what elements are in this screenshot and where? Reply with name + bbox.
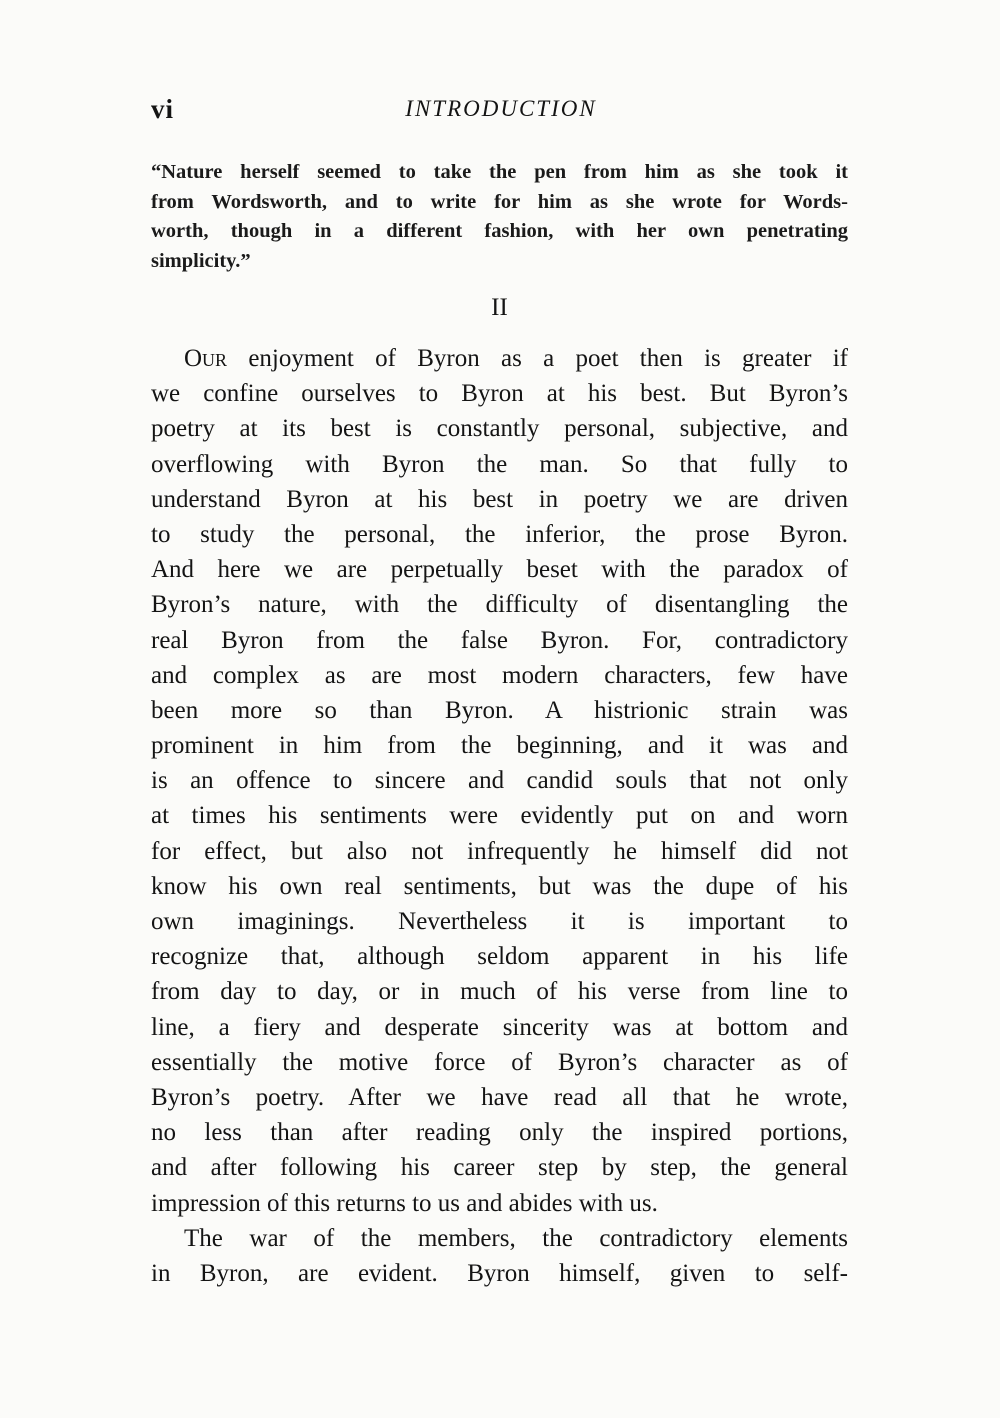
text-line: And here we are perpetually beset with the paradox of xyxy=(151,556,848,584)
running-head xyxy=(151,94,851,134)
text-line: in Byron, are evident. Byron himself, given to self- xyxy=(151,1259,848,1287)
text-line: no less than after reading only the inspired portions, xyxy=(151,1119,848,1147)
text-line: been more so than Byron. A histrionic strain was xyxy=(151,696,848,724)
text-line: at times his sentiments were evidently put on and worn xyxy=(151,802,848,830)
paragraph-first-line: The war of the members, the contradictory elements xyxy=(184,1224,848,1252)
text-line: for effect, but also not infrequently he himself did not xyxy=(151,837,848,865)
section-numeral: II xyxy=(491,294,508,321)
text-line: recognize that, although seldom apparent in his life xyxy=(151,943,848,971)
quote-line: worth, though in a different fashion, with her own penetrating xyxy=(151,220,848,242)
quote-line: simplicity.” xyxy=(151,249,251,272)
text-line: and after following his career step by step, the general xyxy=(151,1154,848,1182)
text-line: impression of this returns to us and abides with us. xyxy=(151,1189,658,1217)
text-line: we confine ourselves to Byron at his best. But Byron’s xyxy=(151,380,848,408)
body-text xyxy=(151,341,848,1291)
first-line-text: enjoyment of Byron as a poet then is greater if xyxy=(227,345,848,372)
text-line: Byron’s poetry. After we have read all that he wrote, xyxy=(151,1083,848,1111)
running-title: INTRODUCTION xyxy=(405,96,597,121)
text-line: essentially the motive force of Byron’s character as of xyxy=(151,1048,848,1076)
text-line: is an offence to sincere and candid souls that not only xyxy=(151,767,848,795)
text-line: Byron’s nature, with the difficulty of disentangling the xyxy=(151,591,848,619)
text-line: real Byron from the false Byron. For, contradictory xyxy=(151,626,848,654)
text-line: and complex as are most modern characters, few have xyxy=(151,661,848,689)
text-line: know his own real sentiments, but was the dupe of his xyxy=(151,872,848,900)
text-line: prominent in him from the beginning, and it was and xyxy=(151,732,848,760)
text-line: own imaginings. Nevertheless it is important to xyxy=(151,908,848,935)
quote-line: “Nature herself seemed to take the pen from him as she took it xyxy=(151,161,848,183)
text-line: overflowing with Byron the man. So that fully to xyxy=(151,450,848,478)
paragraph-first-line xyxy=(151,341,848,376)
text-line: line, a fiery and desperate sincerity was at bottom and xyxy=(151,1013,848,1041)
text-line: understand Byron at his best in poetry we are driven xyxy=(151,485,848,513)
text-line: poetry at its best is constantly personal, subjective, and xyxy=(151,415,848,443)
block-quote xyxy=(151,158,848,276)
page-number: vi xyxy=(151,94,175,124)
text-line: from day to day, or in much of his verse from line to xyxy=(151,978,848,1006)
lead-word: Our xyxy=(184,345,228,372)
text-line: to study the personal, the inferior, the prose Byron. xyxy=(151,520,848,548)
quote-line: from Wordsworth, and to write for him as she wrote for Words- xyxy=(151,190,848,213)
